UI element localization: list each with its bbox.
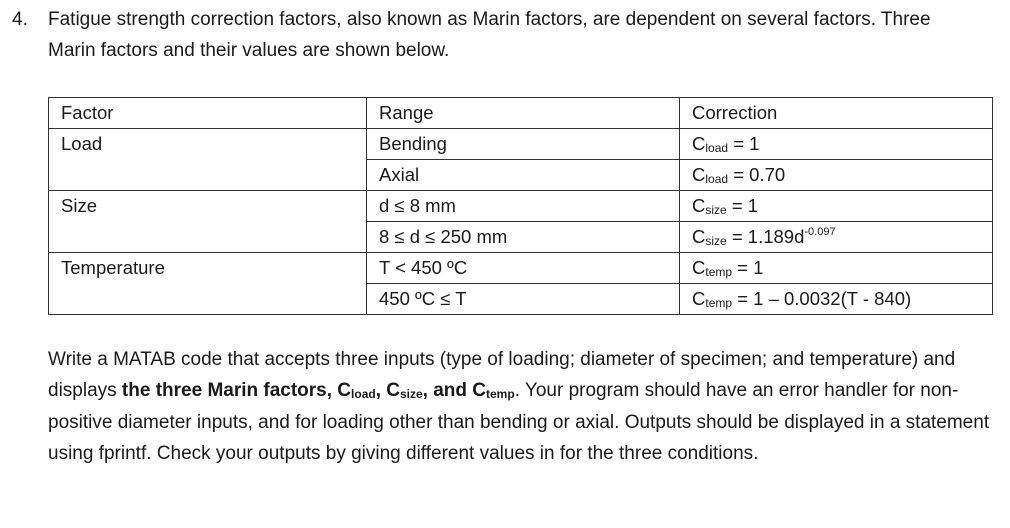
marin-factors-table <box>48 97 993 315</box>
correction-exponent: -0.097 <box>804 226 836 238</box>
correction-symbol: C <box>692 226 706 247</box>
range-cell: Bending <box>367 129 680 160</box>
bold-text-c: , and C <box>422 380 487 402</box>
correction-subscript: load <box>705 172 729 186</box>
correction-value: = 0.70 <box>728 164 786 185</box>
table-row <box>49 253 993 284</box>
task-paragraph <box>48 344 993 470</box>
table-row <box>49 129 993 160</box>
range-cell: d ≤ 8 mm <box>367 191 680 222</box>
header-factor: Factor <box>49 98 367 129</box>
factor-cell <box>49 222 367 253</box>
range-cell: 8 ≤ d ≤ 250 mm <box>367 222 680 253</box>
bold-text-b: , C <box>375 380 400 402</box>
bold-subscript-temp: temp <box>486 387 515 402</box>
table-row <box>49 160 993 191</box>
correction-value: = 1 <box>732 257 764 278</box>
correction-cell <box>680 160 993 191</box>
correction-symbol: C <box>692 288 706 309</box>
correction-symbol: C <box>692 257 706 278</box>
factor-cell <box>49 160 367 191</box>
bold-subscript-size: size <box>399 387 423 402</box>
header-correction: Correction <box>680 98 993 129</box>
question-intro <box>12 4 992 66</box>
bold-subscript-load: load <box>351 387 376 402</box>
correction-value: = 1 <box>728 133 760 154</box>
task-bold-factors <box>122 380 515 401</box>
table-row <box>49 222 993 253</box>
factor-cell: Temperature <box>49 253 367 284</box>
correction-cell <box>680 253 993 284</box>
correction-subscript: load <box>705 141 729 155</box>
correction-subscript: temp <box>705 296 733 310</box>
correction-cell <box>680 284 993 315</box>
task-text-start: Write a MATAB code that accepts three inputs (type of loading; diameter of specimen; and temperature) and displays <box>48 349 956 402</box>
factor-cell: Load <box>49 129 367 160</box>
correction-value: = 1 – 0.0032(T - 840) <box>732 288 912 309</box>
correction-symbol: C <box>692 133 706 154</box>
task-text-end: . Your program should have an error handler for non-positive diameter inputs, and for loading other than bending or axial. Outputs should be displayed in a statement using fprintf. Check your outputs by giving different values in for the three conditions. <box>48 380 990 465</box>
factor-cell <box>49 284 367 315</box>
correction-cell <box>680 129 993 160</box>
correction-symbol: C <box>692 195 706 216</box>
correction-subscript: size <box>705 203 727 217</box>
correction-symbol: C <box>692 164 706 185</box>
correction-cell <box>680 191 993 222</box>
range-cell: T < 450 ºC <box>367 253 680 284</box>
correction-cell <box>680 222 993 253</box>
table-row <box>49 191 993 222</box>
question-block <box>12 4 992 66</box>
factor-cell: Size <box>49 191 367 222</box>
header-range: Range <box>367 98 680 129</box>
question-intro-text: Fatigue strength correction factors, also known as Marin factors, are dependent on several factors. Three Marin factors and their values are shown below. <box>48 9 931 61</box>
range-cell: 450 ºC ≤ T <box>367 284 680 315</box>
range-cell: Axial <box>367 160 680 191</box>
correction-subscript: size <box>705 234 727 248</box>
table-header-row <box>49 98 993 129</box>
bold-text-a: the three Marin factors, C <box>121 380 352 402</box>
table-row <box>49 284 993 315</box>
correction-subscript: temp <box>705 265 733 279</box>
correction-value: = 1 <box>726 195 759 216</box>
correction-value: = 1.189d <box>726 226 805 247</box>
question-number: 4. <box>12 9 28 30</box>
